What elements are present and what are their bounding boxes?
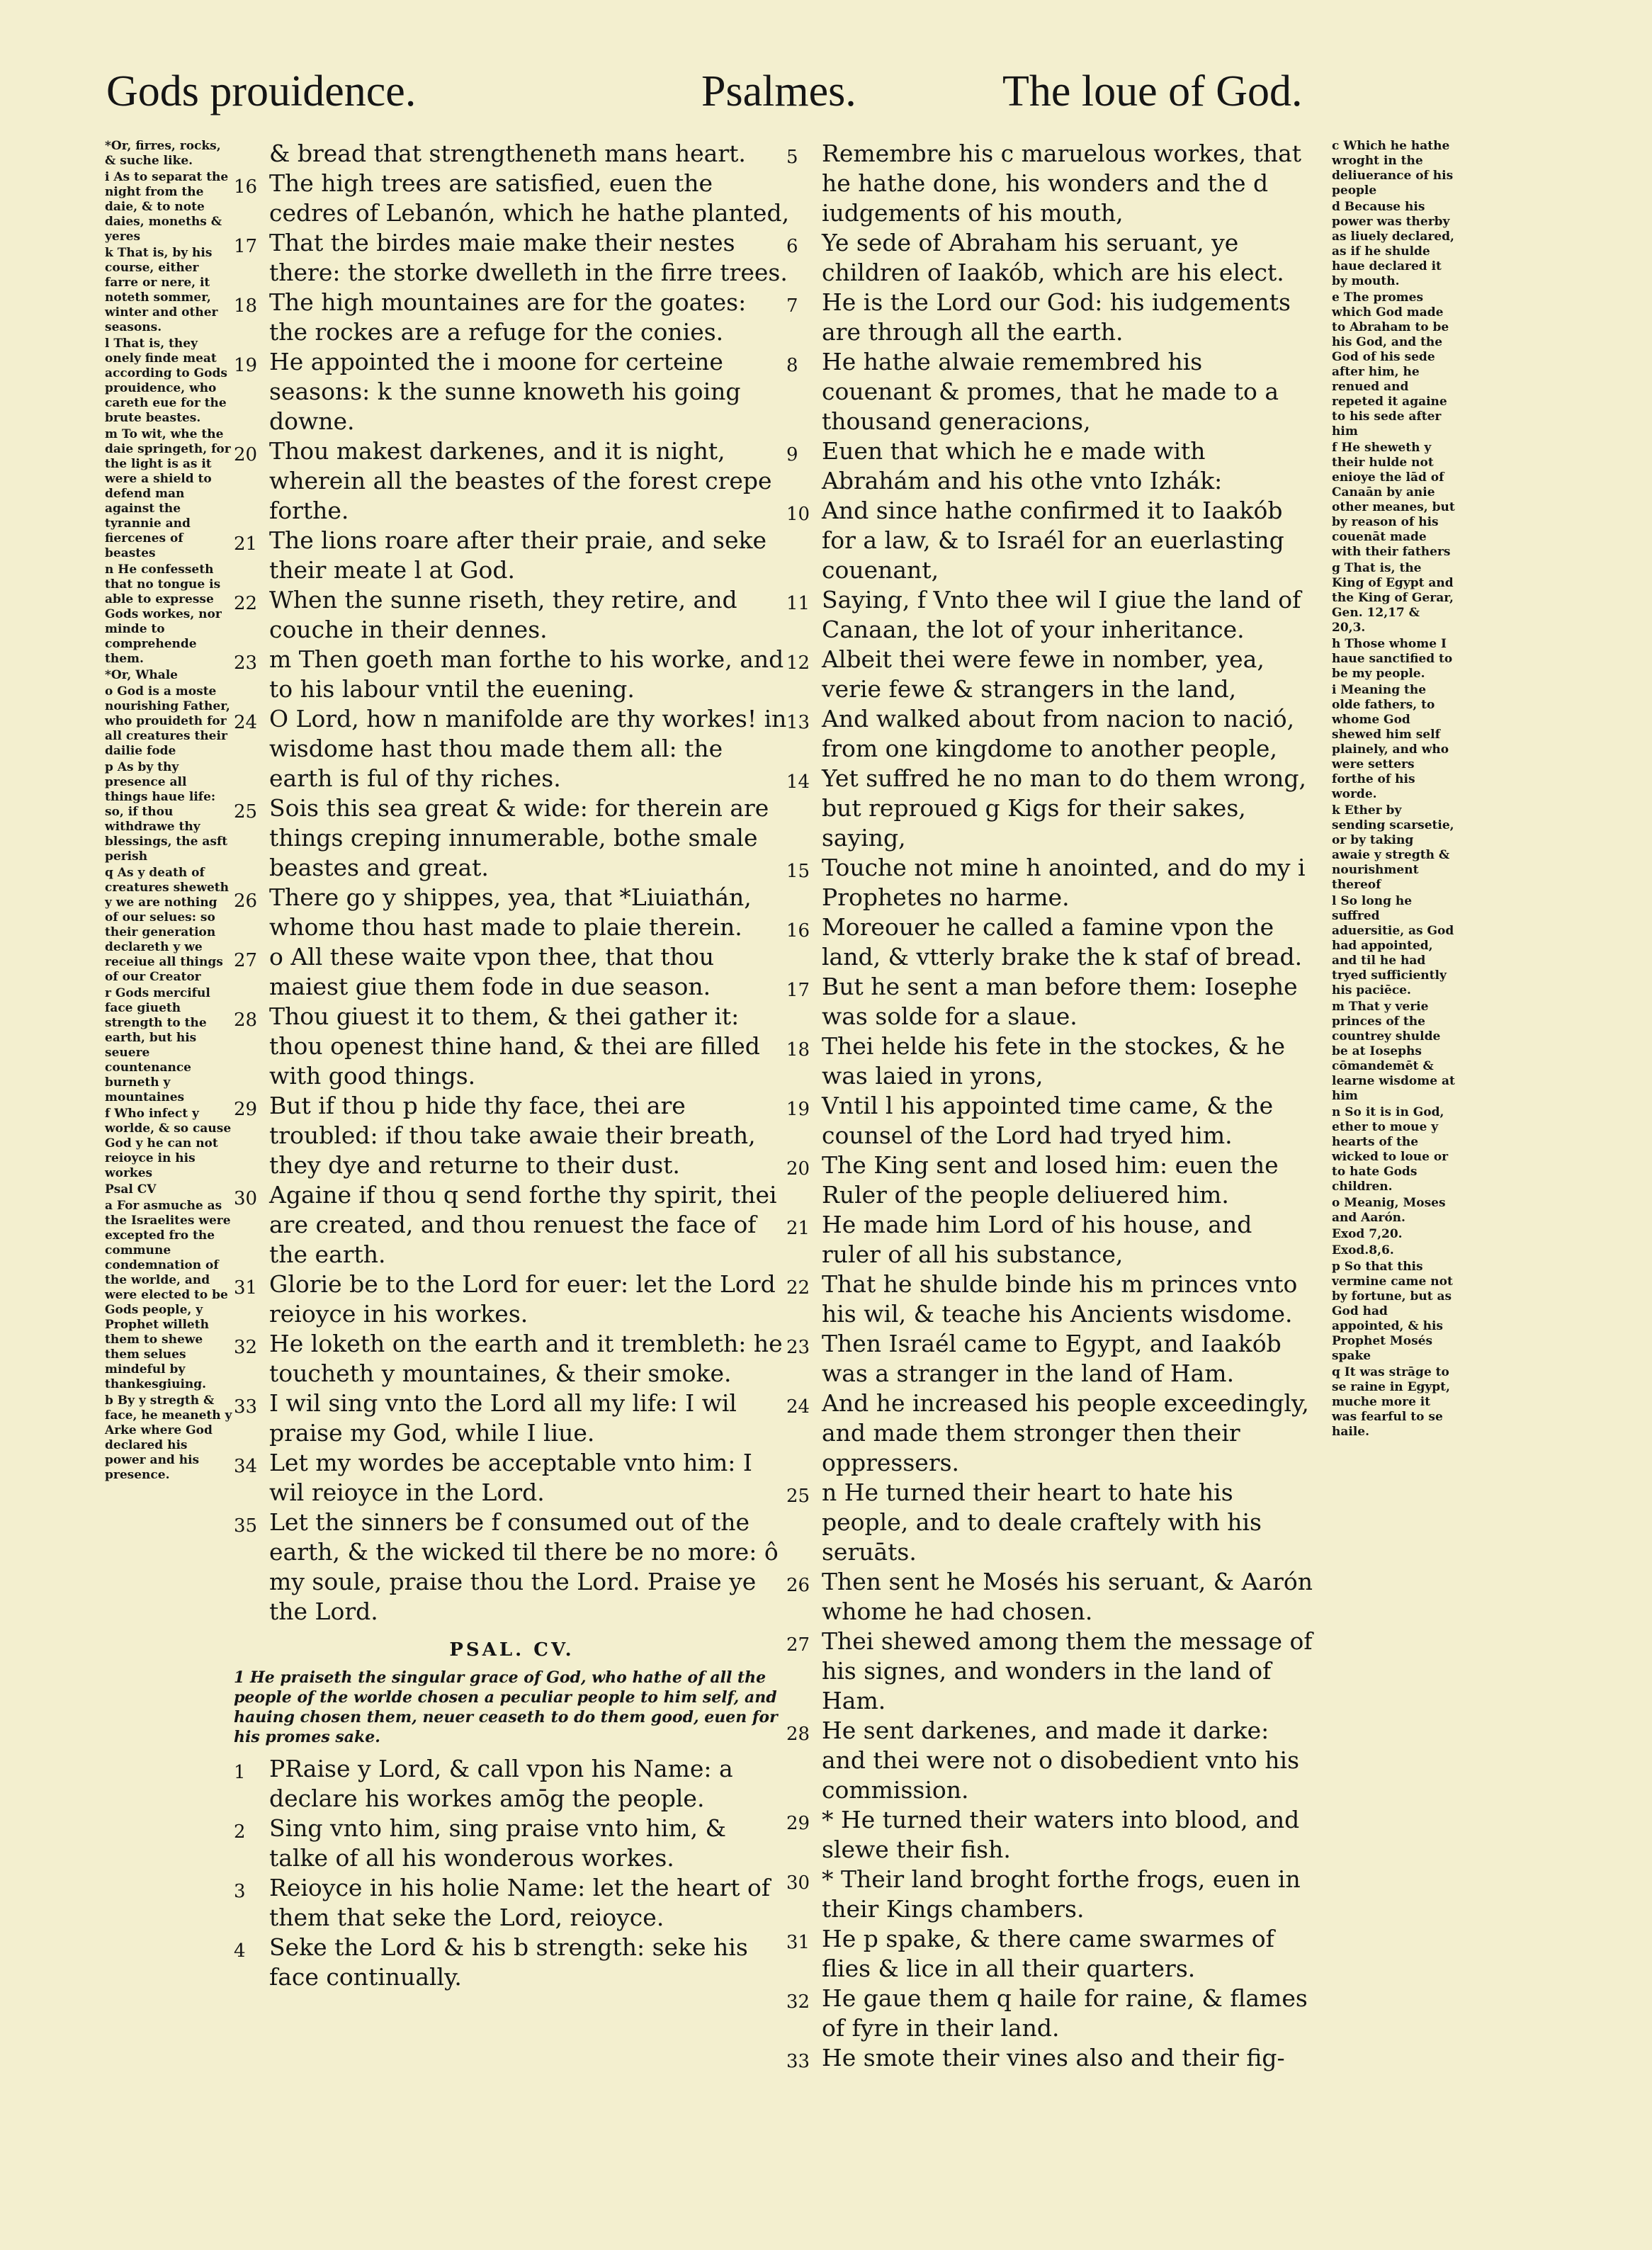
margin-note: b By y stregth & face, he meaneth y Arke where God declared his power and his presence. <box>105 1393 232 1482</box>
verse <box>234 169 790 228</box>
verse-number: 16 <box>786 920 810 942</box>
verse <box>234 585 790 645</box>
verse-number: 14 <box>786 771 810 793</box>
verse <box>786 1805 1314 1865</box>
verse <box>234 1389 790 1448</box>
verse <box>786 347 1314 436</box>
margin-note: f Who infect y worlde, & so cause God y he can not reioyce in his workes <box>105 1107 232 1180</box>
verse <box>786 1389 1314 1478</box>
margin-note: i Meaning the olde fathers, to whome God shewed him self plainely, and who were setters forthe of his worde. <box>1332 683 1449 801</box>
verse-number: 4 <box>234 1940 246 1962</box>
verse-text: Thei helde his fete in the stockes, & he was laied in yrons, <box>822 1032 1286 1090</box>
verse-text: He hathe alwaie remembred his couenant & promes, that he made to a thousand generacions, <box>822 348 1279 435</box>
verse <box>234 1873 790 1933</box>
verse <box>234 1329 790 1389</box>
verse-text: Then sent he Mosés his seruant, & Aarón whome he had chosen. <box>822 1568 1313 1625</box>
verse-number: 23 <box>786 1337 810 1358</box>
verse-text: o All these waite vpon thee, that thou maiest giue them fode in due season. <box>269 943 715 1000</box>
margin-note: r Gods merciful face giueth strength to the earth, but his seuere countenance burneth y mountaines <box>105 986 210 1104</box>
verse-text: Yet suffred he no man to do them wrong, but reproued g Kigs for their sakes, saying, <box>822 764 1307 852</box>
verse-number: 9 <box>786 444 798 465</box>
margin-note: o Meanig, Moses and Aarón. <box>1332 1196 1446 1225</box>
margin-note: h Those whome I haue sanctified to be my people. <box>1332 637 1453 681</box>
verse-number: 21 <box>234 533 258 555</box>
verse-number: 2 <box>234 1821 246 1843</box>
verse <box>786 853 1314 912</box>
verse-number: 32 <box>234 1337 258 1358</box>
verse-text: And walked about from nacion to nació, from one kingdome to another people, <box>822 705 1295 762</box>
margin-note: e The promes which God made to Abraham to be his God, and the God of his sede after him, he renued and repeted it againe to his sede after him <box>1332 290 1449 439</box>
verse-text: Remembre his c maruelous workes, that he hathe done, his wonders and the d iudgements of his mouth, <box>822 140 1302 227</box>
margin-note: q It was strāge to se raine in Egypt, muche more it was fearful to se haile. <box>1332 1365 1450 1439</box>
verse-text: He made him Lord of his house, and ruler of all his substance, <box>822 1211 1252 1268</box>
margin-note: Exod 7,20. <box>1332 1227 1403 1241</box>
verse-text: But he sent a man before them: Iosephe was solde for a slaue. <box>822 973 1298 1030</box>
verse <box>786 912 1314 972</box>
verse <box>234 139 790 169</box>
verse-number: 33 <box>234 1396 258 1418</box>
right-margin-notes <box>1332 139 1456 1441</box>
verse-number: 10 <box>786 504 810 525</box>
verse-number: 24 <box>234 712 258 733</box>
verse-number: 27 <box>786 1634 810 1656</box>
verse <box>234 1270 790 1329</box>
verse-number: 30 <box>234 1188 258 1209</box>
verse-text: There go y shippes, yea, that *Liuiathán, whome thou hast made to plaie therein. <box>269 883 752 941</box>
verse-text: Moreouer he called a famine vpon the land, & vtterly brake the k staf of bread. <box>822 913 1303 971</box>
verse-text: O Lord, how n manifolde are thy workes! in wisdome hast thou made them all: the earth is ful of thy riches. <box>269 705 787 792</box>
verse-text: Albeit thei were fewe in nomber, yea, verie fewe & strangers in the land, <box>822 645 1265 703</box>
verse-number: 12 <box>786 652 810 674</box>
verse <box>234 1508 790 1627</box>
verse <box>234 1180 790 1270</box>
verse-number: 7 <box>786 295 798 317</box>
verse <box>786 139 1314 228</box>
verse-number: 23 <box>234 652 258 674</box>
margin-note: g That is, the King of Egypt and the King of Gerar, Gen. 12,17 & 20,3. <box>1332 561 1454 635</box>
verse <box>234 436 790 526</box>
verse-text: The lions roare after their praie, and seke their meate l at God. <box>269 526 767 584</box>
verse <box>786 288 1314 347</box>
margin-note: o God is a moste nourishing Father, who prouideth for all creatures their dailie fode <box>105 684 230 758</box>
margin-note: m That y verie princes of the countrey shulde be at Iosephs cōmandemēt & learne wisdome at him <box>1332 1000 1455 1103</box>
verse <box>786 1270 1314 1329</box>
verse-text: Saying, f Vnto thee wil I giue the land of Canaan, the lot of your inheritance. <box>822 586 1301 643</box>
verse-text: Let the sinners be f consumed out of the earth, & the wicked til there be no more: ô my soule, praise thou the Lord. Praise ye the Lord. <box>269 1508 779 1625</box>
verse-number: 34 <box>234 1456 258 1477</box>
verse <box>786 496 1314 585</box>
margin-note: n He confesseth that no tongue is able to expresse Gods workes, nor minde to comprehende them. <box>105 562 222 666</box>
verse-text: Then Israél came to Egypt, and Iaakób was a stranger in the land of Ham. <box>822 1330 1282 1387</box>
verse-text: Thou makest darkenes, and it is night, wherein all the beastes of the forest crepe forthe. <box>269 437 772 524</box>
verse-number: 24 <box>786 1396 810 1418</box>
verse-number: 17 <box>234 236 258 257</box>
verse-text: He p spake, & there came swarmes of flies & lice in all their quarters. <box>822 1925 1274 1982</box>
verse <box>786 1984 1314 2043</box>
verse-number: 33 <box>786 2051 810 2072</box>
verse-number: 22 <box>786 1277 810 1299</box>
verse <box>786 1210 1314 1270</box>
verse <box>234 347 790 436</box>
verse <box>786 1567 1314 1627</box>
verse-text: m Then goeth man forthe to his worke, and to his labour vntil the euening. <box>269 645 784 703</box>
verse-number: 16 <box>234 176 258 198</box>
verse-number: 29 <box>234 1099 258 1120</box>
verse <box>234 793 790 883</box>
verse-text: Againe if thou q send forthe thy spirit, thei are created, and thou renuest the face of the earth. <box>269 1181 777 1268</box>
verse-text: That the birdes maie make their nestes there: the storke dwelleth in the firre trees. <box>269 229 788 286</box>
running-head-center: Psalmes. <box>701 67 856 115</box>
verse-text: He gaue them q haile for raine, & flames of fyre in their land. <box>822 1984 1308 2042</box>
verse-number: 17 <box>786 980 810 1001</box>
verse-text: He appointed the i moone for certeine seasons: k the sunne knoweth his going downe. <box>269 348 741 435</box>
verse <box>234 883 790 942</box>
margin-note: p As by thy presence all things haue life: so, if thou withdrawe thy blessings, the asft perish <box>105 760 228 864</box>
verse <box>786 764 1314 853</box>
verse <box>234 704 790 793</box>
margin-note: a For asmuche as the Israelites were excepted fro the commune condemnation of the worlde, and were elected to be Gods people, y Prophet willeth them to shewe them selues mindeful by thankesgiuing. <box>105 1199 231 1391</box>
verse-number: 8 <box>786 355 798 376</box>
verse-text: But if thou p hide thy face, thei are troubled: if thou take awaie their breath, they dye and returne to their dust. <box>269 1092 756 1179</box>
verse-number: 25 <box>234 801 258 822</box>
verse <box>786 1151 1314 1210</box>
verse <box>786 2043 1314 2076</box>
verse-text: PRaise y Lord, & call vpon his Name: a declare his workes amōg the people. <box>269 1755 733 1812</box>
verse-text: I wil sing vnto the Lord all my life: I wil praise my God, while I liue. <box>269 1389 737 1447</box>
verse-text: He sent darkenes, and made it darke: and thei were not o disobedient vnto his commission. <box>822 1717 1300 1804</box>
margin-note: *Or, Whale <box>105 668 178 682</box>
margin-note: c Which he hathe wroght in the deliuerance of his people <box>1332 139 1454 198</box>
verse-number: 31 <box>234 1277 258 1299</box>
verse <box>234 645 790 704</box>
verse-number: 25 <box>786 1486 810 1507</box>
verse <box>786 1031 1314 1091</box>
verse-number: 18 <box>234 295 258 317</box>
left-margin-notes <box>105 139 232 1484</box>
verse-number: 15 <box>786 861 810 882</box>
verse-number: 26 <box>786 1575 810 1596</box>
verse-text: Touche not mine h anointed, and do my i Prophetes no harme. <box>822 854 1306 911</box>
verse-number: 31 <box>786 1932 810 1953</box>
verse <box>786 1329 1314 1389</box>
verse-text: * He turned their waters into blood, and slewe their fish. <box>822 1806 1300 1863</box>
verse <box>234 1814 790 1873</box>
verse <box>786 1716 1314 1805</box>
verse-text: & bread that strengtheneth mans heart. <box>269 140 746 167</box>
verse <box>786 704 1314 764</box>
verse <box>234 1002 790 1091</box>
margin-note: m To wit, whe the daie springeth, for the light is as it were a shield to defend man against the tyrannie and fiercenes of beastes <box>105 427 231 560</box>
verse-number: 1 <box>234 1762 246 1783</box>
margin-note: k That is, by his course, either farre or nere, it noteth sommer, winter and other seasons. <box>105 246 218 334</box>
verse-number: 18 <box>786 1039 810 1061</box>
verse-text: He loketh on the earth and it trembleth: he toucheth y mountaines, & their smoke. <box>269 1330 783 1387</box>
verse-text: Ye sede of Abraham his seruant, ye children of Iaakób, which are his elect. <box>822 229 1284 286</box>
verse-number: 28 <box>234 1010 258 1031</box>
verse-number: 3 <box>234 1881 246 1902</box>
verse-number: 13 <box>786 712 810 733</box>
verse-text: The King sent and losed him: euen the Ruler of the people deliuered him. <box>822 1151 1279 1209</box>
verse-text: He is the Lord our God: his iudgements are through all the earth. <box>822 288 1291 346</box>
verse <box>234 1091 790 1180</box>
verse <box>234 1933 790 1992</box>
verse-number: 22 <box>234 593 258 614</box>
verse <box>234 526 790 585</box>
verse-text: Let my wordes be acceptable vnto him: I wil reioyce in the Lord. <box>269 1449 752 1506</box>
verse-text: He smote their vines also and their fig- <box>822 2044 1285 2071</box>
verse-number: 29 <box>786 1813 810 1834</box>
margin-note: d Because his power was therby as liuely declared, as if he shulde haue declared it by mouth. <box>1332 200 1454 288</box>
margin-note: k Ether by sending scarsetie, or by taking awaie y stregth & nourishment thereof <box>1332 803 1454 892</box>
verse <box>234 942 790 1002</box>
margin-note: l So long he suffred aduersitie, as God had appointed, and til he had tryed sufficiently his paciēce. <box>1332 894 1454 997</box>
margin-note: n So it is in God, ether to moue y hearts of the wicked to loue or to hate Gods children. <box>1332 1105 1449 1194</box>
running-head-right: The loue of God. <box>1002 67 1303 115</box>
verse <box>234 1754 790 1814</box>
margin-note: p So that this vermine came not by fortune, but as God had appointed, & his Prophet Mosés spake <box>1332 1260 1453 1363</box>
verse-number: 27 <box>234 950 258 971</box>
verse-number: 32 <box>786 1991 810 2013</box>
verse-text: Sois this sea great & wide: for therein are things creping innumerable, bothe smale beastes and great. <box>269 794 769 881</box>
verse <box>786 972 1314 1031</box>
verse-text: Thou giuest it to them, & thei gather it: thou openest thine hand, & thei are filled with good things. <box>269 1002 760 1090</box>
verse-text: That he shulde binde his m princes vnto his wil, & teache his Ancients wisdome. <box>822 1270 1298 1328</box>
margin-note: f He sheweth y their hulde not enioye the lād of Canaān by anie other meanes, but by reason of his couenāt made with their fathers <box>1332 441 1455 559</box>
verse-number: 19 <box>786 1099 810 1120</box>
verse-number: 35 <box>234 1515 258 1537</box>
verse-text: The high mountaines are for the goates: the rockes are a refuge for the conies. <box>269 288 747 346</box>
verse <box>786 228 1314 288</box>
verse-number: 5 <box>786 147 798 168</box>
verse <box>786 1091 1314 1151</box>
margin-note: i As to separat the night from the daie, & to note daies, moneths & yeres <box>105 170 229 244</box>
verse-text: Seke the Lord & his b strength: seke his face continually. <box>269 1933 748 1991</box>
verse-text: Euen that which he e made with Abrahám and his othe vnto Izhák: <box>822 437 1223 494</box>
verse-number: 30 <box>786 1872 810 1894</box>
right-text-column <box>786 139 1314 2076</box>
verse-text: * Their land broght forthe frogs, euen in their Kings chambers. <box>822 1865 1301 1923</box>
margin-note: q As y death of creatures sheweth y we are nothing of our selues: so their generation declareth y we receiue all things of our Creator <box>105 866 230 984</box>
left-text-column <box>234 139 790 1992</box>
margin-note: *Or, firres, rocks, & suche like. <box>105 139 221 168</box>
psalm-heading: PSAL. CV. <box>449 1639 575 1661</box>
verse-text: n He turned their heart to hate his people, and to deale craftely with his seruāts. <box>822 1479 1262 1566</box>
verse-number: 6 <box>786 236 798 257</box>
verse-number: 21 <box>786 1218 810 1239</box>
verse-text: Glorie be to the Lord for euer: let the Lord reioyce in his workes. <box>269 1270 776 1328</box>
verse-text: Thei shewed among them the message of his signes, and wonders in the land of Ham. <box>822 1627 1313 1714</box>
verse-text: Reioyce in his holie Name: let the heart of them that seke the Lord, reioyce. <box>269 1874 771 1931</box>
verse <box>786 436 1314 496</box>
margin-note: l That is, they onely finde meat according to Gods prouidence, who careth eue for the brute beastes. <box>105 337 227 425</box>
verse-number: 11 <box>786 593 810 614</box>
verse-text: When the sunne riseth, they retire, and couche in their dennes. <box>269 586 737 643</box>
margin-note: Exod.8,6. <box>1332 1243 1394 1257</box>
verse-number <box>234 139 269 142</box>
running-head-left: Gods prouidence. <box>106 67 417 115</box>
verse <box>234 288 790 347</box>
verse-text: Sing vnto him, sing praise vnto him, & talke of all his wonderous workes. <box>269 1814 727 1872</box>
psalm-argument: 1 He praiseth the singular grace of God, who hathe of all the people of the worlde chosen a peculiar people to him self, and hauing chosen them, neuer ceaseth to do them good, euen for his promes sake. <box>234 1668 778 1746</box>
verse-number: 20 <box>234 444 258 465</box>
verse <box>234 1448 790 1508</box>
verse-text: And since hathe confirmed it to Iaakób for a law, & to Israél for an euerlasting couenant, <box>822 497 1284 584</box>
verse-text: The high trees are satisfied, euen the cedres of Lebanón, which he hathe planted, <box>269 169 790 227</box>
verse <box>786 645 1314 704</box>
margin-note: Psal CV <box>105 1182 157 1197</box>
verse <box>786 585 1314 645</box>
verse <box>786 1478 1314 1567</box>
verse-number: 19 <box>234 355 258 376</box>
verse <box>786 1865 1314 1924</box>
verse-number: 26 <box>234 891 258 912</box>
verse-text: Vntil l his appointed time came, & the counsel of the Lord had tryed him. <box>822 1092 1274 1149</box>
verse <box>786 1924 1314 1984</box>
verse-number: 28 <box>786 1724 810 1745</box>
verse-text: And he increased his people exceedingly, and made them stronger then their oppressers. <box>822 1389 1309 1476</box>
verse <box>234 228 790 288</box>
verse <box>786 1627 1314 1716</box>
verse-number: 20 <box>786 1158 810 1180</box>
